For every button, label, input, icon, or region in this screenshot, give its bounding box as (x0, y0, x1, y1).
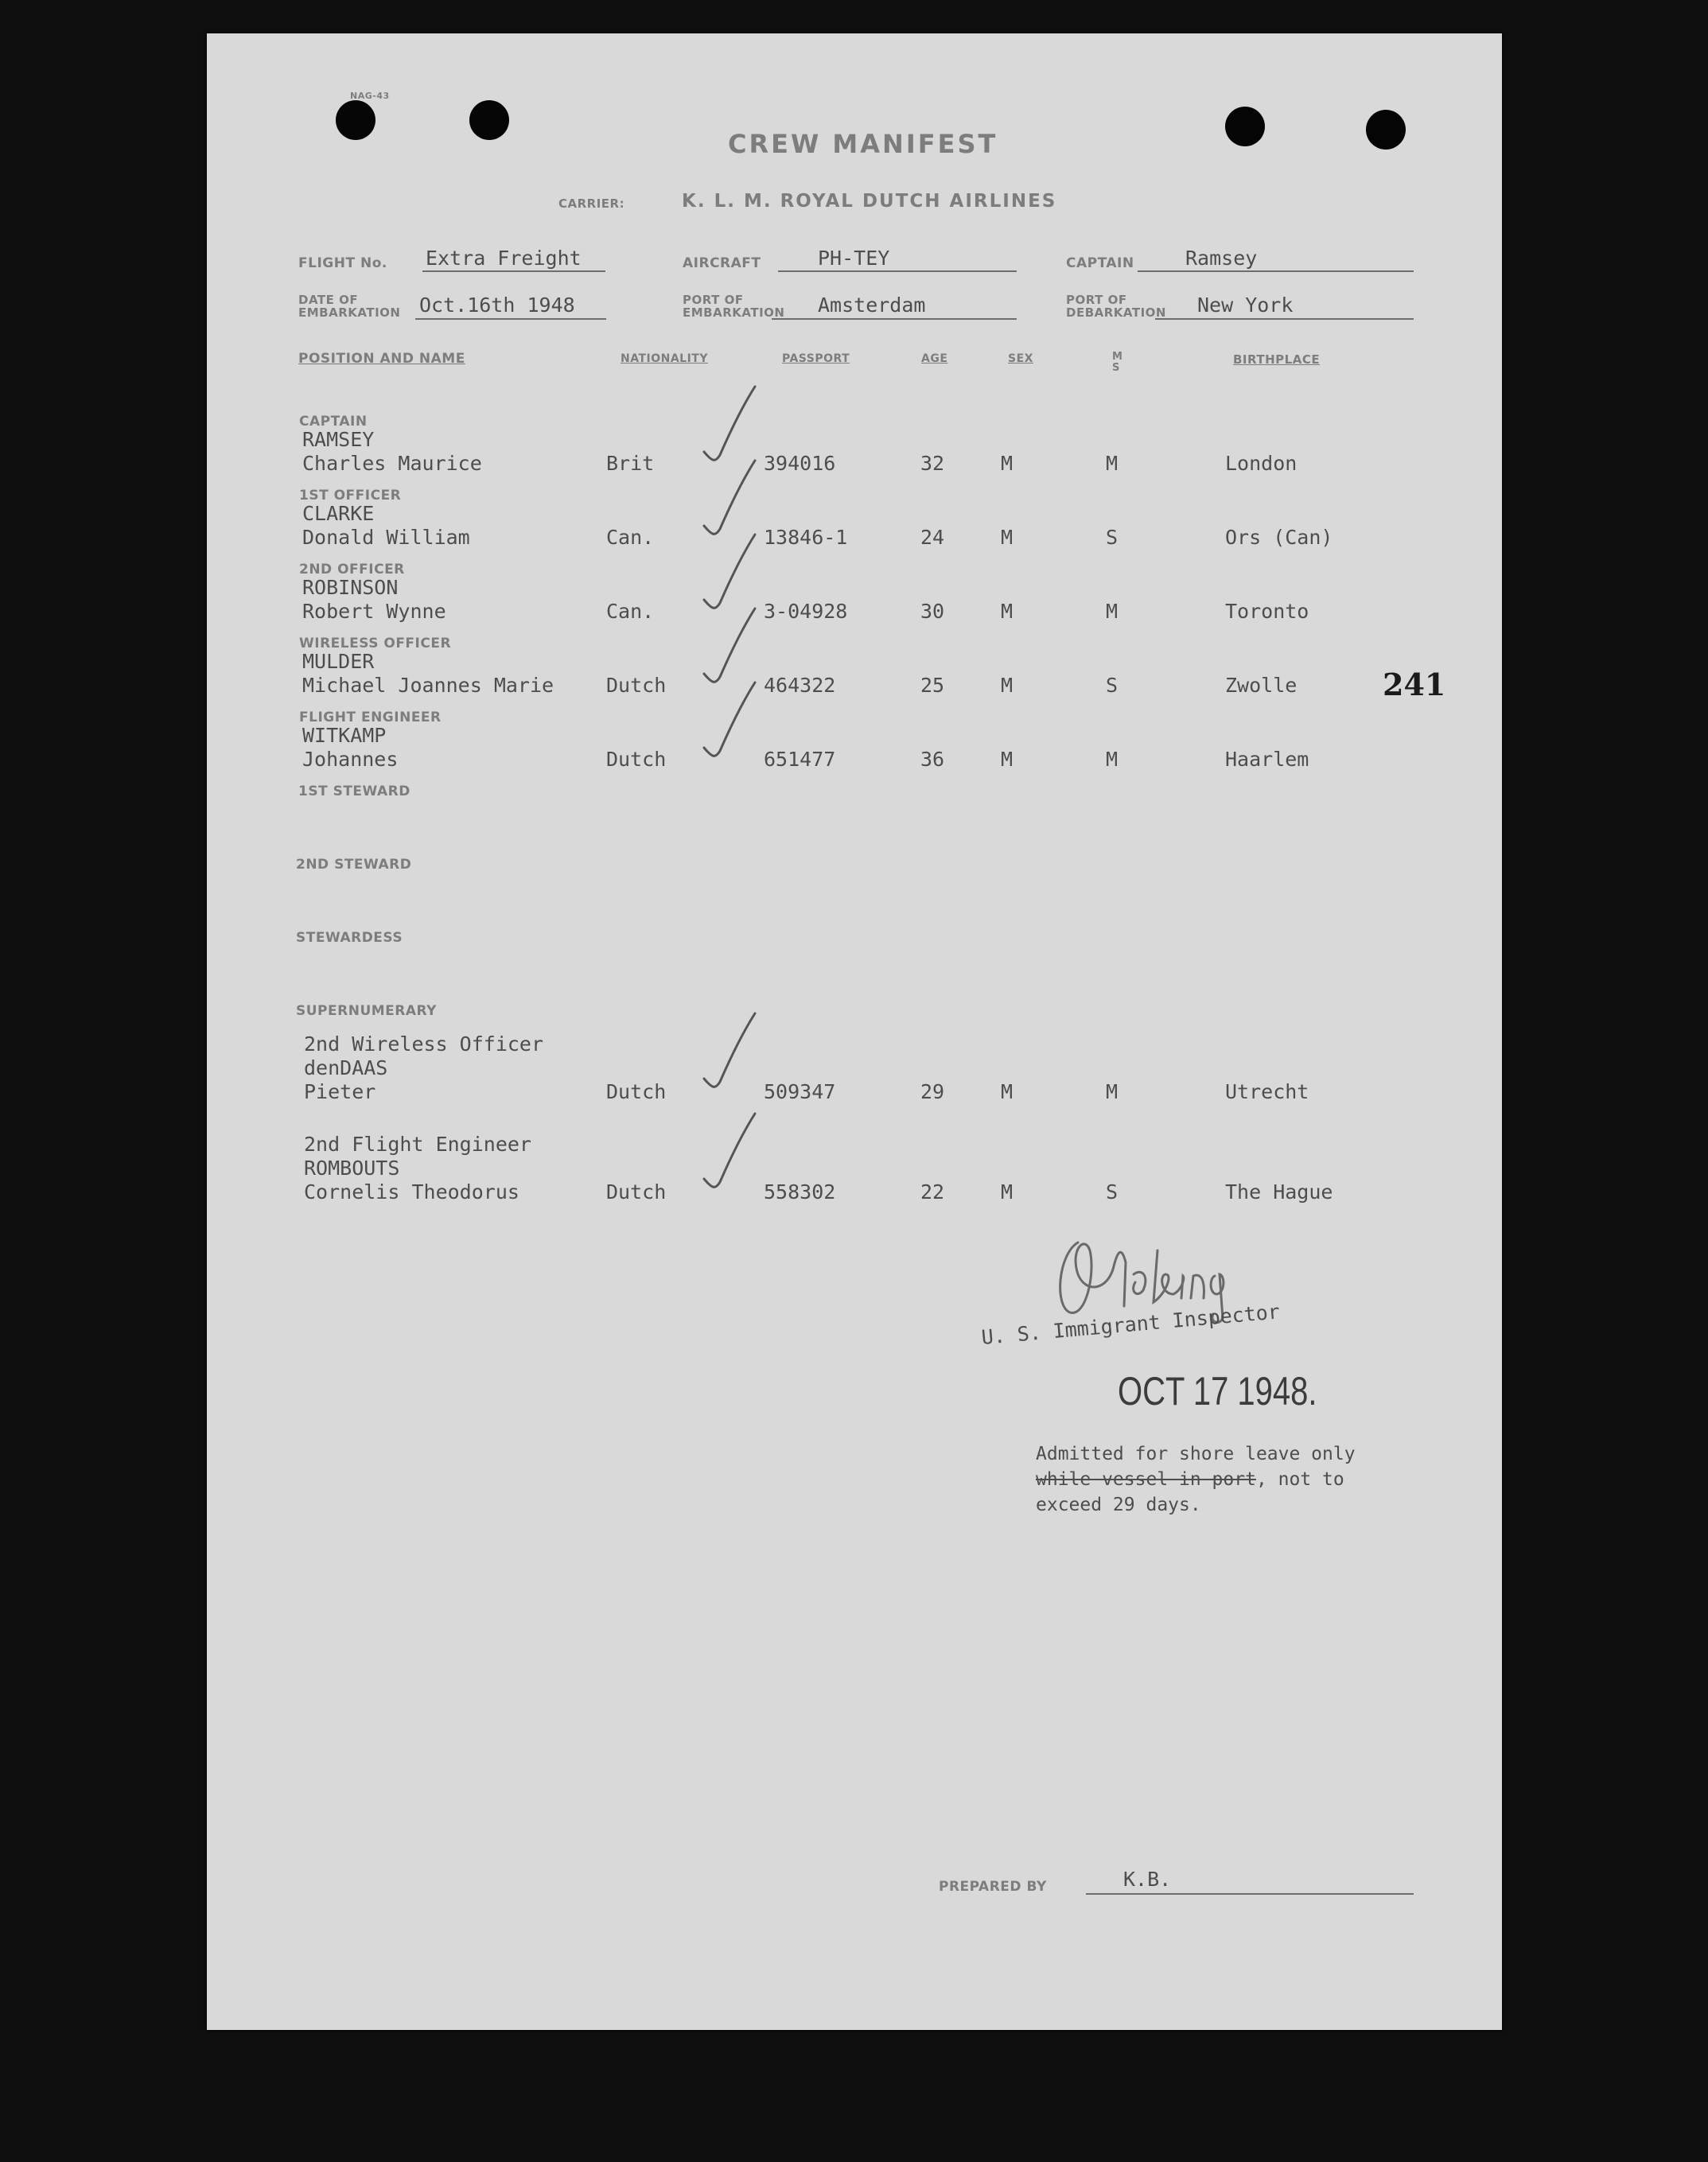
crew-surname: RAMSEY (302, 428, 375, 451)
crew-given-names: Michael Joannes Marie (302, 674, 554, 697)
col-nationality: NATIONALITY (621, 352, 708, 365)
crew-nationality: Dutch (606, 674, 667, 697)
crew-passport: 3-04928 (764, 600, 848, 623)
admitted-line: exceed 29 days. (1036, 1495, 1201, 1515)
col-marital-status (1112, 352, 1122, 374)
date-label (298, 294, 400, 319)
admitted-note (1036, 1441, 1356, 1518)
crew-nationality: Brit (606, 452, 655, 475)
crew-age: 32 (920, 452, 945, 475)
flight-no-label: FLIGHT No. (298, 255, 387, 271)
punch-hole (1366, 110, 1406, 150)
date-label-line: DATE OF (298, 293, 359, 307)
port-embarkation-label (683, 294, 784, 319)
crew-given-names: Robert Wynne (302, 600, 446, 623)
page-number: 241 (1383, 667, 1446, 702)
crew-sex: M (1001, 748, 1014, 771)
crew-sex: M (1001, 452, 1014, 475)
crew-marital-status: M (1106, 748, 1119, 771)
admitted-line: Admitted for shore leave only (1036, 1444, 1356, 1464)
port-embarkation-value: Amsterdam (818, 294, 926, 317)
super-sex: M (1001, 1080, 1014, 1103)
crew-marital-status: S (1106, 674, 1119, 697)
verified-checkmark (698, 1009, 761, 1096)
crew-marital-status: S (1106, 526, 1119, 549)
super-marital-status: S (1106, 1180, 1119, 1203)
col-passport: PASSPORT (782, 352, 850, 365)
col-sex: SEX (1008, 352, 1033, 365)
crew-age: 36 (920, 748, 945, 771)
crew-surname: WITKAMP (302, 724, 387, 747)
form-code: NAG-43 (350, 91, 390, 101)
crew-position: WIRELESS OFFICER (299, 636, 452, 651)
punch-hole (1225, 107, 1265, 146)
col-ms-line: S (1112, 362, 1120, 374)
super-surname: denDAAS (304, 1056, 388, 1079)
crew-nationality: Can. (606, 526, 655, 549)
port-emb-label-line: EMBARKATION (683, 305, 785, 320)
carrier-name: K. L. M. ROYAL DUTCH AIRLINES (682, 191, 1057, 212)
col-birthplace: BIRTHPLACE (1233, 352, 1321, 367)
second-steward-label: 2ND STEWARD (296, 857, 412, 873)
carrier-label: CARRIER: (558, 196, 625, 211)
verified-checkmark (698, 1109, 761, 1196)
super-marital-status: M (1106, 1080, 1119, 1103)
date-stamp: OCT 17 1948. (1118, 1369, 1317, 1413)
verified-checkmark (698, 678, 761, 765)
captain-value: Ramsey (1185, 247, 1258, 270)
first-steward-label: 1ST STEWARD (298, 784, 410, 799)
crew-surname: CLARKE (302, 502, 375, 525)
crew-sex: M (1001, 526, 1014, 549)
super-sex: M (1001, 1180, 1014, 1203)
admitted-line-rest: , not to (1255, 1469, 1344, 1490)
crew-passport: 651477 (764, 748, 836, 771)
crew-position: 2ND OFFICER (299, 562, 405, 577)
crew-given-names: Johannes (302, 748, 399, 771)
crew-position: CAPTAIN (299, 414, 368, 430)
supernumerary-label: SUPERNUMERARY (296, 1003, 437, 1019)
prepared-by-value: K.B. (1123, 1868, 1172, 1891)
port-deb-label-line: PORT OF (1066, 293, 1127, 307)
captain-label: CAPTAIN (1066, 255, 1134, 271)
col-position: POSITION AND NAME (298, 351, 465, 367)
crew-surname: ROBINSON (302, 576, 399, 599)
crew-birthplace: Zwolle (1225, 674, 1298, 697)
admitted-struck-text: while vessel in port (1036, 1469, 1256, 1490)
port-emb-label-line: PORT OF (683, 293, 744, 307)
super-role: 2nd Wireless Officer (304, 1032, 544, 1056)
aircraft-label: AIRCRAFT (683, 255, 761, 271)
super-age: 29 (920, 1080, 945, 1103)
inspector-title: U. S. Immigrant Inspector (980, 1300, 1281, 1349)
flight-no-value: Extra Freight (426, 247, 582, 270)
super-nationality: Dutch (606, 1180, 667, 1203)
crew-birthplace: Haarlem (1225, 748, 1309, 771)
admitted-line (1036, 1467, 1356, 1492)
crew-nationality: Dutch (606, 748, 667, 771)
date-value: Oct.16th 1948 (419, 294, 575, 317)
super-role: 2nd Flight Engineer (304, 1133, 531, 1156)
crew-nationality: Can. (606, 600, 655, 623)
super-given-names: Pieter (304, 1080, 376, 1103)
crew-position: FLIGHT ENGINEER (299, 710, 442, 725)
col-age: AGE (921, 352, 948, 365)
crew-passport: 464322 (764, 674, 836, 697)
crew-passport: 13846-1 (764, 526, 848, 549)
crew-age: 24 (920, 526, 945, 549)
date-label-line: EMBARKATION (298, 305, 401, 320)
page-title: CREW MANIFEST (728, 129, 998, 159)
super-given-names: Cornelis Theodorus (304, 1180, 519, 1203)
manifest-sheet (207, 33, 1502, 2030)
crew-passport: 394016 (764, 452, 836, 475)
crew-age: 30 (920, 600, 945, 623)
crew-age: 25 (920, 674, 945, 697)
crew-birthplace: Toronto (1225, 600, 1309, 623)
crew-marital-status: M (1106, 600, 1119, 623)
prepared-by-label: PREPARED BY (939, 1879, 1047, 1895)
crew-given-names: Donald William (302, 526, 470, 549)
punch-hole (336, 100, 375, 140)
port-debarkation-value: New York (1197, 294, 1294, 317)
crew-sex: M (1001, 600, 1014, 623)
super-passport: 509347 (764, 1080, 836, 1103)
crew-birthplace: London (1225, 452, 1298, 475)
crew-given-names: Charles Maurice (302, 452, 482, 475)
crew-birthplace: Ors (Can) (1225, 526, 1333, 549)
super-age: 22 (920, 1180, 945, 1203)
stewardess-label: STEWARDESS (296, 930, 403, 946)
super-nationality: Dutch (606, 1080, 667, 1103)
super-surname: ROMBOUTS (304, 1157, 400, 1180)
super-passport: 558302 (764, 1180, 836, 1203)
crew-marital-status: M (1106, 452, 1119, 475)
punch-hole (469, 100, 509, 140)
crew-sex: M (1001, 674, 1014, 697)
aircraft-value: PH-TEY (818, 247, 890, 270)
super-birthplace: Utrecht (1225, 1080, 1309, 1103)
port-debarkation-label (1066, 294, 1166, 319)
crew-surname: MULDER (302, 650, 375, 673)
super-birthplace: The Hague (1225, 1180, 1333, 1203)
crew-position: 1ST OFFICER (299, 488, 402, 504)
col-ms-line: M (1112, 351, 1123, 363)
port-deb-label-line: DEBARKATION (1066, 305, 1166, 320)
